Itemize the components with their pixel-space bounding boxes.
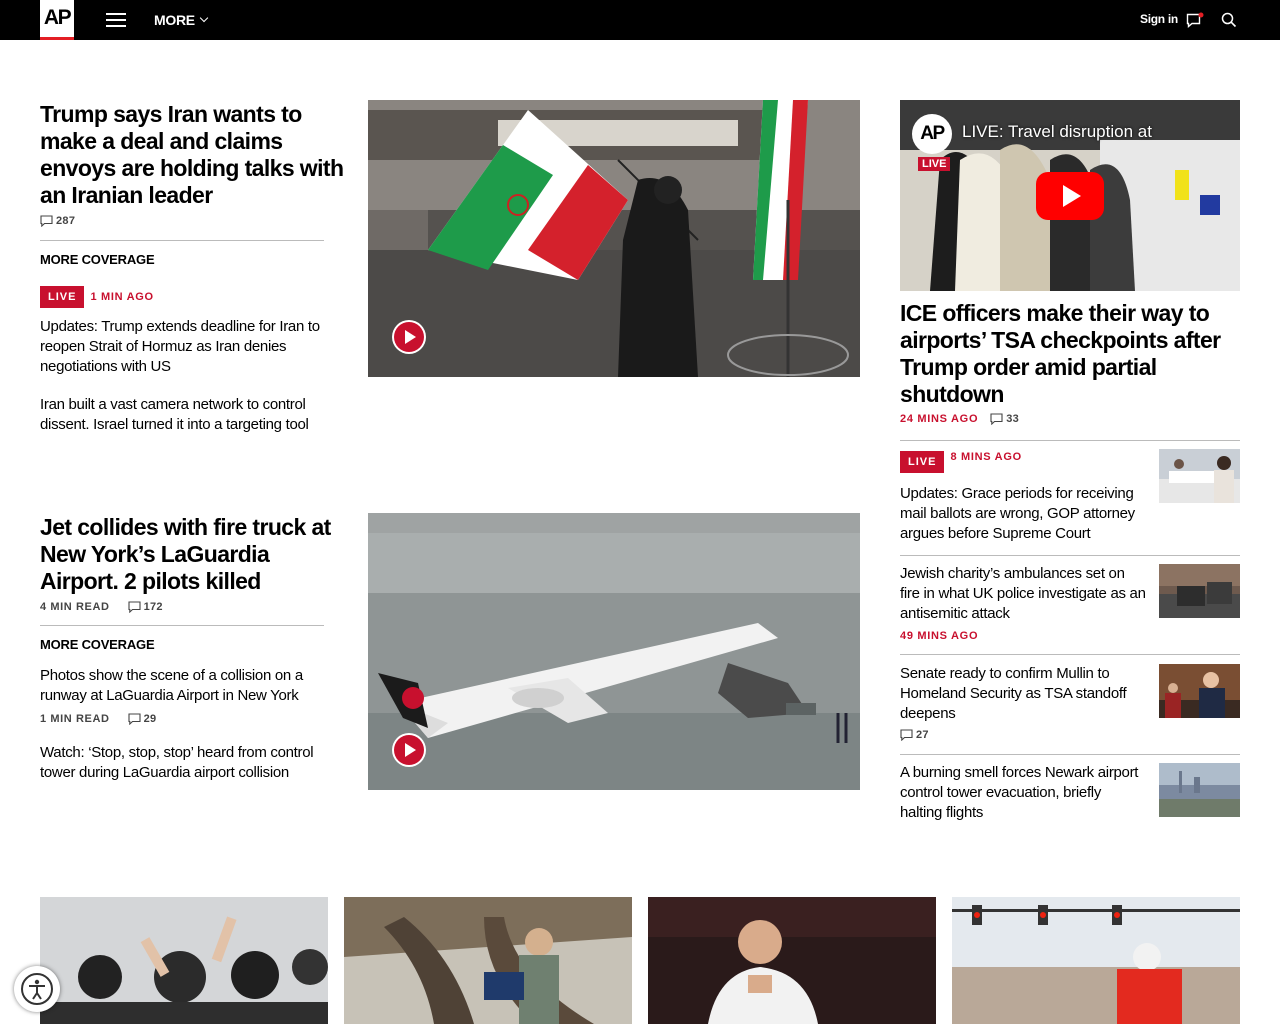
read-time: 4 MIN READ bbox=[40, 601, 110, 613]
story2-meta bbox=[40, 601, 163, 613]
senate-image bbox=[1159, 664, 1240, 718]
right-item-3-comments[interactable] bbox=[900, 729, 929, 741]
reading-tree-image bbox=[344, 897, 632, 1024]
search-icon[interactable] bbox=[1221, 12, 1237, 28]
divider bbox=[900, 654, 1240, 655]
timestamp: 49 MINS AGO bbox=[900, 630, 979, 642]
related-comments[interactable] bbox=[128, 713, 157, 725]
more-menu-button[interactable] bbox=[154, 11, 207, 29]
iran-flag-image bbox=[368, 100, 860, 377]
bottom-card-1-image[interactable] bbox=[40, 897, 328, 1024]
story1-related-2[interactable]: Iran built a vast camera network to control dissent. Israel turned it into a targeting tool bbox=[40, 396, 309, 433]
story2-headline[interactable]: Jet collides with fire truck at New York’s LaGuardia Airport. 2 pilots killed bbox=[40, 514, 331, 594]
story2-comments[interactable] bbox=[128, 601, 163, 613]
timestamp: 1 MIN AGO bbox=[90, 291, 154, 303]
top-nav bbox=[0, 0, 1280, 40]
live-row bbox=[40, 286, 154, 308]
menu-icon[interactable] bbox=[106, 13, 126, 27]
story1-related-1[interactable]: Updates: Trump extends deadline for Iran to reopen Strait of Hormuz as Iran denies negotiations with US bbox=[40, 318, 320, 375]
right-lead-meta bbox=[900, 413, 1019, 425]
chat-icon[interactable] bbox=[1186, 12, 1204, 28]
live-badge: LIVE bbox=[40, 286, 84, 308]
bottom-card-4-image[interactable] bbox=[952, 897, 1240, 1024]
plane-crash-photo[interactable] bbox=[368, 513, 860, 790]
story2-related-1[interactable]: Photos show the scene of a collision on a runway at LaGuardia Airport in New York bbox=[40, 667, 303, 704]
channel-logo[interactable]: AP bbox=[912, 114, 952, 154]
divider bbox=[40, 240, 324, 241]
video-title[interactable]: LIVE: Travel disruption at bbox=[962, 122, 1152, 141]
right-item-3-thumb[interactable] bbox=[1159, 664, 1240, 718]
play-icon[interactable] bbox=[392, 733, 426, 767]
right-lead-comments[interactable] bbox=[990, 413, 1019, 425]
right-lead-headline[interactable]: ICE officers make their way to airports’ TSA checkpoints after Trump order amid partial shutdown bbox=[900, 300, 1221, 407]
divider bbox=[900, 555, 1240, 556]
timestamp: 8 MINS AGO bbox=[950, 451, 1022, 463]
comment-icon bbox=[40, 215, 53, 227]
more-coverage-label: MORE COVERAGE bbox=[40, 252, 155, 267]
doordash-courier-image bbox=[952, 897, 1240, 1024]
comment-count: 287 bbox=[56, 215, 76, 227]
comment-count: 33 bbox=[1006, 413, 1020, 425]
more-menu-label: MORE bbox=[154, 12, 195, 28]
live-video-player[interactable] bbox=[900, 100, 1240, 291]
right-item-3-title[interactable]: Senate ready to confirm Mullin to Homeland Security as TSA standoff deepens bbox=[900, 665, 1127, 722]
accessibility-icon[interactable] bbox=[14, 966, 60, 1012]
more-coverage-label: MORE COVERAGE bbox=[40, 637, 155, 652]
ap-logo[interactable]: AP bbox=[40, 0, 74, 40]
story1-comments[interactable] bbox=[40, 215, 75, 227]
live-badge: LIVE bbox=[900, 451, 944, 473]
coach-image bbox=[648, 897, 936, 1024]
video-live-badge: LIVE bbox=[918, 157, 950, 171]
chevron-down-icon bbox=[200, 14, 208, 22]
comment-count: 29 bbox=[143, 713, 157, 725]
sign-in-link[interactable]: Sign in bbox=[1140, 12, 1178, 26]
timestamp: 24 MINS AGO bbox=[900, 413, 979, 425]
right-item-1-meta bbox=[900, 451, 1022, 473]
comment-count: 172 bbox=[143, 601, 163, 613]
divider bbox=[900, 440, 1240, 441]
ambulances-image bbox=[1159, 564, 1240, 618]
court-image bbox=[1159, 449, 1240, 503]
story2-related-2[interactable]: Watch: ‘Stop, stop, stop’ heard from control tower during LaGuardia airport collision bbox=[40, 744, 314, 781]
right-item-1-thumb[interactable] bbox=[1159, 449, 1240, 503]
youtube-play-icon[interactable] bbox=[1036, 172, 1104, 220]
story1-headline[interactable]: Trump says Iran wants to make a deal and claims envoys are holding talks with an Iranian leader bbox=[40, 101, 344, 208]
iran-flag-photo[interactable] bbox=[368, 100, 860, 377]
divider bbox=[900, 754, 1240, 755]
bottom-card-3-image[interactable] bbox=[648, 897, 936, 1024]
crowd-image bbox=[40, 897, 328, 1024]
comment-icon bbox=[128, 601, 141, 613]
comment-count: 27 bbox=[916, 729, 929, 741]
right-item-4-thumb[interactable] bbox=[1159, 763, 1240, 817]
comment-icon bbox=[990, 413, 1003, 425]
story2-related-1-meta bbox=[40, 713, 156, 725]
right-item-2-title[interactable]: Jewish charity’s ambulances set on fire in what UK police investigate as an antisemitic attack bbox=[900, 565, 1146, 622]
right-item-2-thumb[interactable] bbox=[1159, 564, 1240, 618]
comment-icon bbox=[128, 713, 141, 725]
plane-crash-image bbox=[368, 513, 860, 790]
newark-skyline-image bbox=[1159, 763, 1240, 817]
right-item-1-title[interactable]: Updates: Grace periods for receiving mail ballots are wrong, GOP attorney argues before Supreme Court bbox=[900, 485, 1135, 542]
right-item-4-title[interactable]: A burning smell forces Newark airport control tower evacuation, briefly halting flights bbox=[900, 764, 1139, 821]
divider bbox=[40, 625, 324, 626]
comment-icon bbox=[900, 729, 913, 741]
play-icon[interactable] bbox=[392, 320, 426, 354]
bottom-card-2-image[interactable] bbox=[344, 897, 632, 1024]
read-time: 1 MIN READ bbox=[40, 713, 110, 725]
